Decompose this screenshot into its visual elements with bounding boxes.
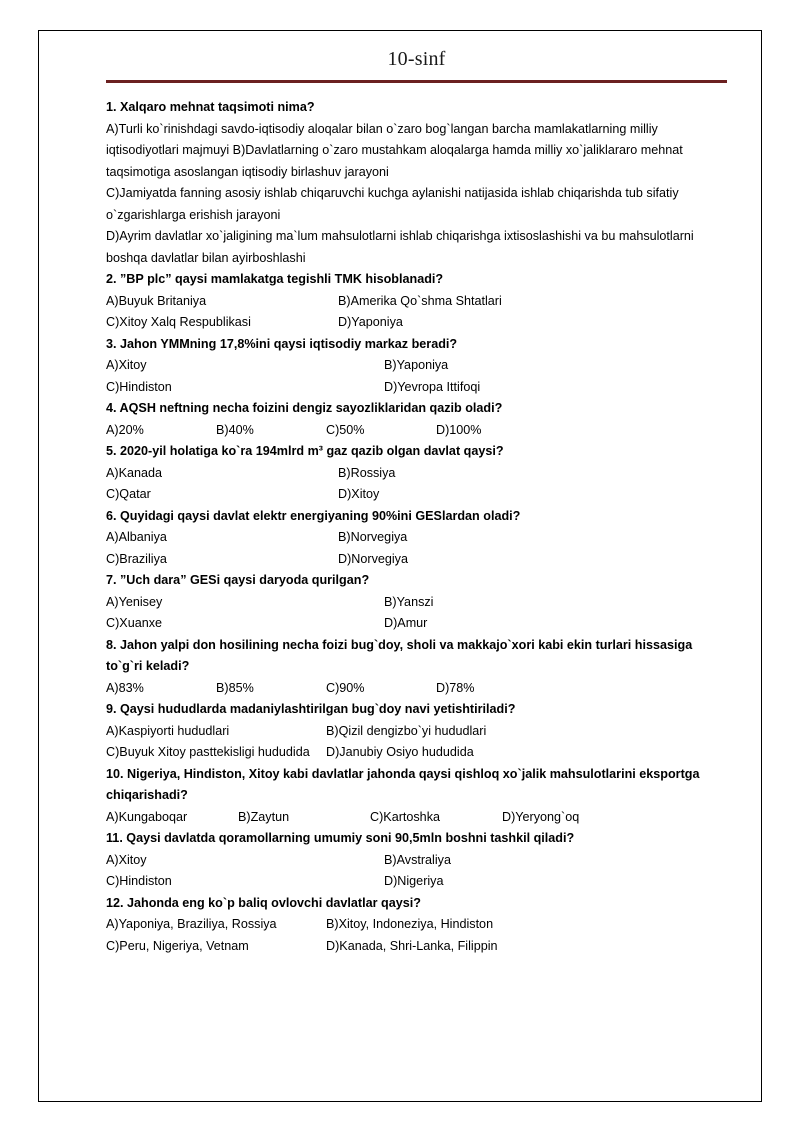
answer-option[interactable]: A)Yaponiya, Braziliya, Rossiya [106, 917, 277, 931]
answer-row [106, 850, 727, 872]
answer-row [106, 871, 727, 893]
answer-row [106, 936, 727, 958]
answer-option[interactable]: B)Qizil dengizbo`yi hududlari [326, 723, 487, 738]
answer-option[interactable]: B)Yanszi [384, 594, 434, 609]
answer-row [106, 807, 727, 829]
answer-row [106, 484, 727, 506]
answer-option[interactable]: C)Peru, Nigeriya, Vetnam [106, 938, 249, 953]
question-block-6 [106, 506, 727, 571]
answer-option[interactable]: B)Yaponiya [384, 358, 449, 372]
answer-option[interactable]: B)Xitoy, Indoneziya, Hindiston [326, 917, 494, 931]
answer-option[interactable]: D)78% [436, 680, 475, 695]
answer-option[interactable]: B)Norvegiya [338, 530, 408, 544]
answer-option[interactable]: C)Qatar [106, 487, 151, 501]
title-divider [106, 80, 727, 83]
answer-row [106, 420, 727, 442]
answer-option[interactable]: B)Avstraliya [384, 852, 451, 867]
answer-list [106, 678, 727, 700]
answer-row [106, 355, 727, 377]
answer-row [106, 613, 727, 635]
answer-option[interactable]: B)Rossiya [338, 465, 396, 480]
question-block-5 [106, 441, 727, 506]
answer-row [106, 377, 727, 399]
answer-paragraph[interactable]: C)Jamiyatda fanning asosiy ishlab chiqaruvchi kuchga aylanishi natijasida ishlab chiqarishda tub sifatiy o`zgarishlarga erishish jarayoni [106, 186, 679, 222]
answer-row [106, 592, 727, 614]
answer-option[interactable]: D)Yaponiya [338, 315, 403, 329]
answer-option[interactable]: D)Yevropa Ittifoqi [384, 379, 481, 394]
answer-option[interactable]: A)Yenisey [106, 594, 163, 609]
question-text: 11. Qaysi davlatda qoramollarning umumiy soni 90,5mln boshni tashkil qiladi? [106, 831, 575, 845]
answer-row [106, 549, 727, 571]
answer-option[interactable]: D)Xitoy [338, 487, 380, 501]
answer-list [106, 721, 727, 764]
answer-option[interactable]: C)Braziliya [106, 551, 167, 566]
answer-option[interactable]: C)50% [326, 422, 365, 437]
answer-option[interactable]: A)Xitoy [106, 852, 147, 867]
answer-option[interactable]: D)Amur [384, 616, 428, 630]
answer-option[interactable]: D)Nigeriya [384, 874, 444, 888]
answer-option[interactable]: A)83% [106, 680, 144, 695]
answer-list [106, 463, 727, 506]
question-block-1 [106, 97, 727, 269]
answer-row [106, 742, 727, 764]
answer-option[interactable]: C)Xitoy Xalq Respublikasi [106, 315, 251, 329]
question-block-10 [106, 764, 727, 829]
answer-row [106, 291, 727, 313]
answer-row [106, 914, 727, 936]
question-text: 5. 2020-yil holatiga ko`ra 194mlrd m³ gaz qazib olgan davlat qaysi? [106, 444, 504, 458]
answer-list [106, 355, 727, 398]
answer-option[interactable]: B)85% [216, 680, 254, 695]
question-block-4 [106, 398, 727, 441]
answer-list [106, 527, 727, 570]
answer-row [106, 312, 727, 334]
answer-option[interactable]: A)20% [106, 422, 144, 437]
answer-option[interactable]: B)Zaytun [238, 809, 290, 824]
answer-list [106, 592, 727, 635]
answer-option[interactable]: B)40% [216, 422, 254, 437]
answer-option[interactable]: D)100% [436, 422, 482, 437]
answer-option[interactable]: A)Kaspiyorti hududlari [106, 723, 230, 738]
answer-option[interactable]: A)Albaniya [106, 530, 167, 544]
question-text: 10. Nigeriya, Hindiston, Xitoy kabi davlatlar jahonda qaysi qishloq xo`jalik mahsulotlarini eksportga chiqarishadi? [106, 766, 700, 802]
question-text: 8. Jahon yalpi don hosilining necha foizi bug`doy, sholi va makkajo`xori kabi ekin turlari hissasiga to`g`ri keladi? [106, 637, 693, 673]
answer-paragraph[interactable]: A)Turli ko`rinishdagi savdo-iqtisodiy aloqalar bilan o`zaro bog`langan barcha mamlakatlarning milliy iqtisodiyotlari majmuyi B)Davlatlarning o`zaro mustahkam aloqalarga hamda milliy xo`jaliklararo mehnat taqsimotiga asoslangan iqtisodiy birlashuv jarayoni [106, 121, 683, 179]
question-text: 1. Xalqaro mehnat taqsimoti nima? [106, 100, 315, 114]
answer-list [106, 420, 727, 442]
question-text: 3. Jahon YMMning 17,8%ini qaysi iqtisodiy markaz beradi? [106, 336, 458, 351]
question-block-9 [106, 699, 727, 764]
question-text: 12. Jahonda eng ko`p baliq ovlovchi davlatlar qaysi? [106, 895, 421, 910]
question-block-2 [106, 269, 727, 334]
answer-option[interactable]: C)Hindiston [106, 874, 172, 888]
question-text: 6. Quyidagi qaysi davlat elektr energiyaning 90%ini GESlardan oladi? [106, 508, 521, 523]
question-text: 9. Qaysi hududlarda madaniylashtirilgan bug`doy navi yetishtiriladi? [106, 702, 516, 716]
document-content [38, 30, 762, 1102]
answer-option[interactable]: C)Buyuk Xitoy pasttekisligi hududida [106, 745, 310, 759]
question-block-11 [106, 828, 727, 893]
answer-option[interactable]: C)Kartoshka [370, 809, 440, 824]
answer-list [106, 914, 727, 957]
answer-option[interactable]: A)Xitoy [106, 358, 147, 372]
answer-option[interactable]: D)Norvegiya [338, 551, 408, 566]
answer-option[interactable]: C)Xuanxe [106, 616, 163, 630]
answer-option[interactable]: D)Janubiy Osiyo hududida [326, 745, 474, 759]
answer-list [106, 119, 727, 270]
answer-option[interactable]: B)Amerika Qo`shma Shtatlari [338, 293, 502, 308]
answer-option[interactable]: D)Yeryong`oq [502, 809, 580, 824]
answer-list [106, 291, 727, 334]
answer-option[interactable]: D)Kanada, Shri-Lanka, Filippin [326, 938, 498, 953]
answer-row [106, 721, 727, 743]
answer-row [106, 463, 727, 485]
question-text: 2. ”BP plc” qaysi mamlakatga tegishli TMK hisoblanadi? [106, 272, 444, 286]
question-block-12 [106, 893, 727, 958]
answer-option[interactable]: C)Hindiston [106, 379, 172, 394]
answer-list [106, 807, 727, 829]
answer-option[interactable]: A)Kanada [106, 465, 163, 480]
question-block-8 [106, 635, 727, 700]
answer-row [106, 527, 727, 549]
answer-list [106, 850, 727, 893]
answer-option[interactable]: C)90% [326, 680, 365, 695]
answer-row [106, 678, 727, 700]
answer-option[interactable]: A)Kungaboqar [106, 809, 188, 824]
question-block-7 [106, 570, 727, 635]
question-text: 4. AQSH neftning necha foizini dengiz sayozliklaridan qazib oladi? [106, 401, 503, 415]
answer-option[interactable]: A)Buyuk Britaniya [106, 293, 207, 308]
question-block-3 [106, 334, 727, 399]
page-title: 10-sinf [387, 48, 446, 70]
answer-paragraph[interactable]: D)Ayrim davlatlar xo`jaligining ma`lum mahsulotlarni ishlab chiqarishga ixtisoslashishi va bu mahsulotlarni boshqa davlatlar bilan ayirboshlashi [106, 229, 694, 265]
question-text: 7. ”Uch dara” GESi qaysi daryoda qurilgan? [106, 573, 370, 587]
